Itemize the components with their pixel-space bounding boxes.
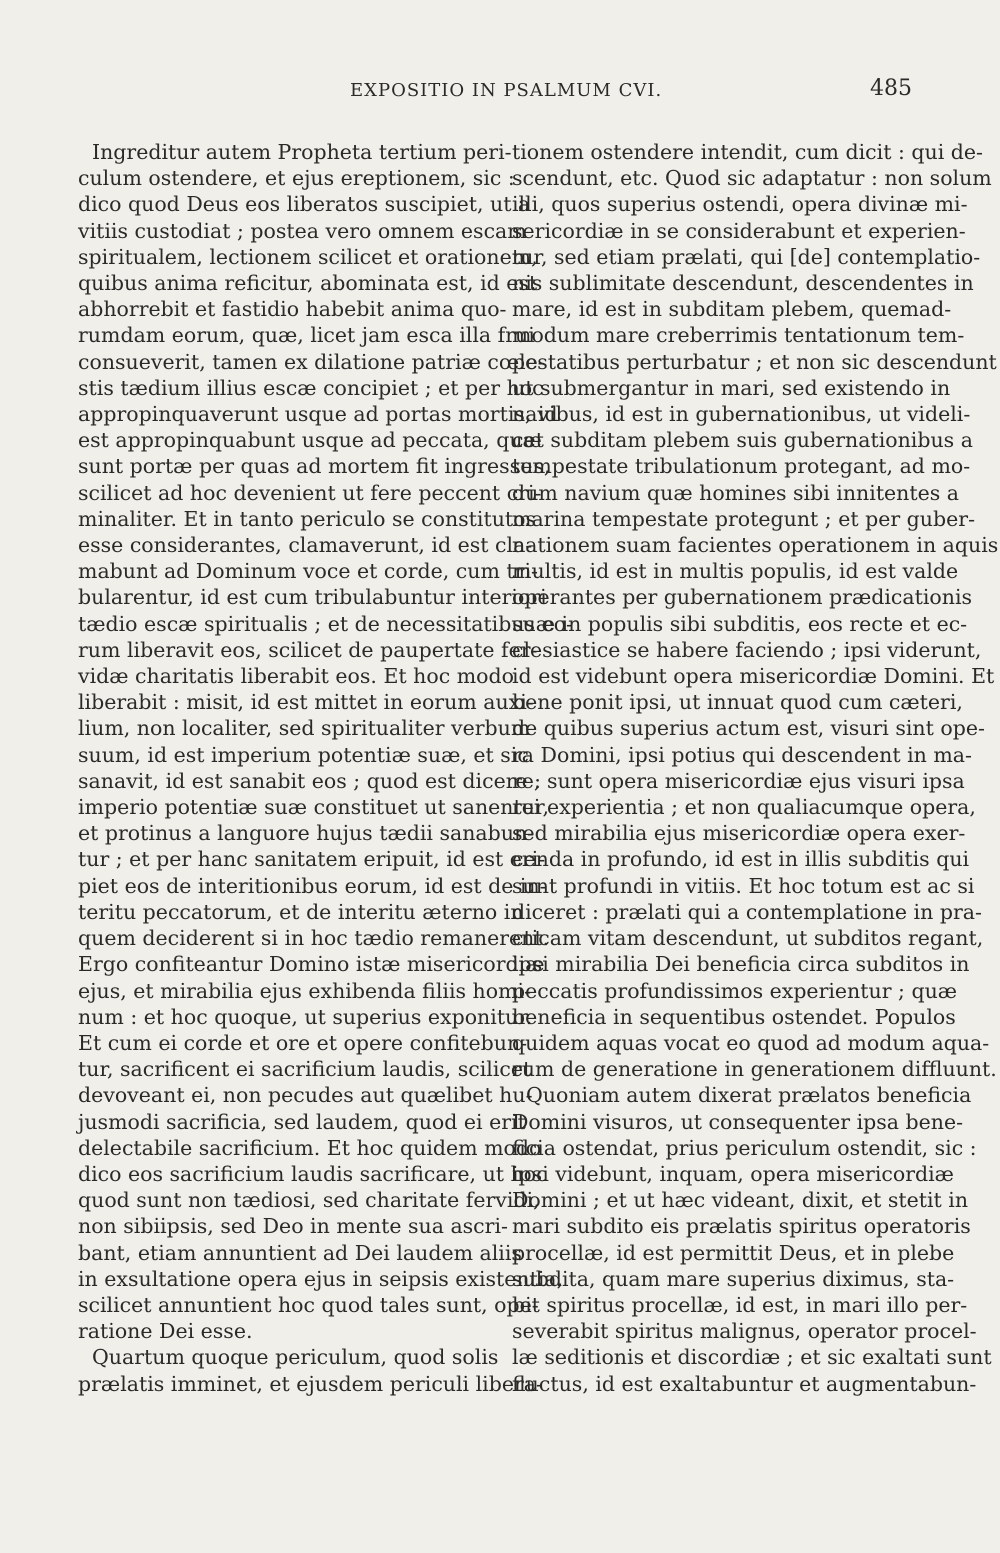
text-line: vidæ charitatis liberabit eos. Et hoc modo	[78, 664, 514, 689]
text-line: sericordiæ in se considerabunt et experien-	[512, 218, 966, 243]
text-line: re, sunt opera misericordiæ ejus visuri ipsa	[512, 768, 965, 793]
text-line: nationem suam facientes operationem in aquis	[512, 533, 999, 558]
text-line: Domini visuros, ut consequenter ipsa bene-	[512, 1109, 964, 1134]
text-line: ut submergantur in mari, sed existendo in	[512, 375, 951, 400]
text-line: modum mare creberrimis tentationum tem-	[512, 323, 965, 348]
text-line: procellæ, id est permittit Deus, et in plebe	[512, 1240, 955, 1265]
text-line: cet subditam plebem suis gubernationibus a	[512, 428, 973, 453]
text-line: quidem aquas vocat eo quod ad modum aqua-	[512, 1030, 990, 1055]
text-line: cenda in profundo, id est in illis subditis qui	[512, 847, 970, 872]
text-line: Domini ; et ut hæc videant, dixit, et stetit in	[512, 1188, 969, 1213]
text-line: et protinus a languore hujus tædii sanabun-	[78, 821, 535, 846]
text-line: bene ponit ipsi, ut innuat quod cum cæteri,	[512, 690, 963, 715]
text-line: teritu peccatorum, et de interitu æterno in	[78, 899, 524, 924]
text-line: sunt profundi in vitiis. Et hoc totum est ac si	[512, 873, 975, 898]
text-line: de quibus superius actum est, visuri sint ope-	[512, 716, 985, 741]
text-line: mare, id est in subditam plebem, quemad-	[512, 297, 952, 322]
text-line: in exsultatione opera ejus in seipsis existentia,	[78, 1266, 564, 1291]
text-line: scilicet ad hoc devenient ut fere peccent cri-	[78, 480, 542, 505]
text-line: Ingreditur autem Propheta tertium peri-	[92, 140, 512, 164]
text-line: diceret : prælati qui a contemplatione in pra-	[512, 899, 982, 924]
text-line: ra Domini, ipsi potius qui descendent in ma-	[512, 742, 972, 767]
text-line: consueverit, tamen ex dilatione patriæ cœle-	[78, 349, 545, 374]
text-line: suæ in populis sibi subditis, eos recte et ec-	[512, 611, 968, 636]
text-line: devoveant ei, non pecudes aut quælibet hu-	[78, 1083, 533, 1108]
right-text-column	[512, 139, 999, 1397]
text-line: bularentur, id est cum tribulabuntur interiori	[78, 585, 547, 610]
text-line: cticam vitam descendunt, ut subditos regant,	[512, 926, 984, 951]
text-line: Quartum quoque periculum, quod solis	[92, 1345, 499, 1370]
text-line: jusmodi sacrificia, sed laudem, quod ei erit	[78, 1109, 526, 1134]
left-text-column	[78, 139, 573, 1397]
text-line: peccatis profundissimos experientur ; quæ	[512, 978, 958, 1003]
text-line: liberabit : misit, id est mittet in eorum auxi-	[78, 690, 534, 715]
text-line: esse considerantes, clamaverunt, id est cla-	[78, 533, 533, 558]
text-line: pestatibus perturbatur ; et non sic descendunt	[512, 349, 997, 374]
text-line: spiritualem, lectionem scilicet et orationem,	[78, 244, 538, 269]
text-line: rumdam eorum, quæ, licet jam esca illa frui	[78, 323, 535, 348]
text-line: quod sunt non tædiosi, sed charitate fervidi,	[78, 1188, 540, 1213]
text-line: læ seditionis et discordiæ ; et sic exaltati sunt	[512, 1345, 992, 1370]
text-line: bit spiritus procellæ, id est, in mari illo per-	[512, 1292, 968, 1317]
text-line: severabit spiritus malignus, operator procel-	[512, 1319, 977, 1344]
text-line: ipsi mirabilia Dei beneficia circa subditos in	[512, 952, 970, 977]
text-line: beneficia in sequentibus ostendet. Populos	[512, 1004, 956, 1029]
text-line: mabunt ad Dominum voce et corde, cum tri-	[78, 559, 538, 584]
text-line: prælatis imminet, et ejusdem periculi libera-	[78, 1371, 543, 1396]
text-line: fluctus, id est exaltabuntur et augmentabun-	[512, 1371, 977, 1396]
text-line: nis sublimitate descendunt, descendentes in	[512, 271, 974, 296]
text-line: tædio escæ spiritualis ; et de necessitatibus eo-	[78, 611, 573, 636]
text-line: tempestate tribulationum protegant, ad mo-	[512, 454, 971, 479]
text-line: dum navium quæ homines sibi innitentes a	[512, 480, 960, 505]
text-line: delectabile sacrificium. Et hoc quidem modo	[78, 1135, 542, 1160]
text-line: piet eos de interitionibus eorum, id est de in-	[78, 873, 547, 898]
running-header: EXPOSITIO IN PSALMUM CVI.	[350, 80, 663, 101]
text-line: rei experientia ; et non qualiacumque opera,	[512, 795, 976, 820]
text-line: Quoniam autem dixerat prælatos beneficia	[526, 1083, 972, 1108]
text-line: abhorrebit et fastidio habebit anima quo-	[78, 297, 507, 322]
text-line: tur, sed etiam prælati, qui [de] contemplatio-	[512, 244, 981, 269]
text-line: navibus, id est in gubernationibus, ut videli-	[512, 402, 971, 427]
text-line: appropinquaverunt usque ad portas mortis, id	[78, 402, 558, 427]
text-line: ficia ostendat, prius periculum ostendit, sic :	[512, 1135, 977, 1160]
text-line: mari subdito eis prælatis spiritus operatoris	[512, 1214, 971, 1239]
text-line: sunt portæ per quas ad mortem fit ingressus,	[78, 454, 551, 479]
page-number: 485	[870, 76, 912, 101]
text-line: vitiis custodiat ; postea vero omnem escam	[78, 218, 527, 243]
text-line: stis tædium illius escæ concipiet ; et per hoc	[78, 375, 544, 400]
text-line: rum liberavit eos, scilicet de paupertate fer-	[78, 637, 538, 662]
text-line: tur ; et per hanc sanitatem eripuit, id est eri-	[78, 847, 546, 872]
text-line: quem deciderent si in hoc tædio remanerent.	[78, 926, 550, 951]
text-line: non sibiipsis, sed Deo in mente sua ascri-	[78, 1214, 508, 1239]
text-line: clesiastice se habere faciendo ; ipsi viderunt,	[512, 637, 982, 662]
text-line: imperio potentiæ suæ constituet ut sanentur,	[78, 795, 549, 820]
text-line: scilicet annuntient hoc quod tales sunt, ope-	[78, 1292, 539, 1317]
text-line: subdita, quam mare superius diximus, sta-	[512, 1266, 955, 1291]
text-line: Ergo confiteantur Domino istæ misericordiæ	[78, 952, 545, 977]
text-line: dico eos sacrificium laudis sacrificare, ut hoc	[78, 1161, 548, 1186]
text-line: operantes per gubernationem prædicationis	[512, 585, 973, 610]
text-line: sanavit, id est sanabit eos ; quod est dicere :	[78, 768, 542, 793]
text-line: id est videbunt opera misericordiæ Domini. Et	[512, 664, 995, 689]
text-line: multis, id est in multis populis, id est valde	[512, 559, 959, 584]
text-line: marina tempestate protegunt ; et per guber-	[512, 506, 975, 531]
text-line: rum de generatione in generationem diffluunt.	[512, 1057, 997, 1082]
text-line: scendunt, etc. Quod sic adaptatur : non solum	[512, 166, 992, 191]
text-line: minaliter. Et in tanto periculo se constitutos	[78, 506, 536, 531]
text-line: ejus, et mirabilia ejus exhibenda filiis homi-	[78, 978, 532, 1003]
text-line: suum, id est imperium potentiæ suæ, et sic	[78, 742, 529, 767]
text-line: est appropinquabunt usque ad peccata, quæ	[78, 428, 542, 453]
text-line: Et cum ei corde et ore et opere confitebun-	[78, 1030, 528, 1055]
text-line: num : et hoc quoque, ut superius exponitur.	[78, 1004, 533, 1029]
text-line: sed mirabilia ejus misericordiæ opera exer-	[512, 821, 966, 846]
text-line: ratione Dei esse.	[78, 1319, 253, 1344]
text-line: culum ostendere, et ejus ereptionem, sic :	[78, 166, 515, 191]
text-line: bant, etiam annuntient ad Dei laudem aliis	[78, 1240, 522, 1265]
text-line: tur, sacrificent ei sacrificium laudis, scilicet	[78, 1057, 532, 1082]
text-line: quibus anima reficitur, abominata est, id est	[78, 271, 538, 296]
text-line: illi, quos superius ostendi, opera divinæ mi-	[512, 192, 968, 217]
text-line: lium, non localiter, sed spiritualiter verbum	[78, 716, 531, 741]
text-line: ipsi videbunt, inquam, opera misericordiæ	[512, 1161, 954, 1186]
text-line: tionem ostendere intendit, cum dicit : qui de-	[512, 140, 983, 164]
text-line: dico quod Deus eos liberatos suscipiet, ut a	[78, 192, 531, 217]
